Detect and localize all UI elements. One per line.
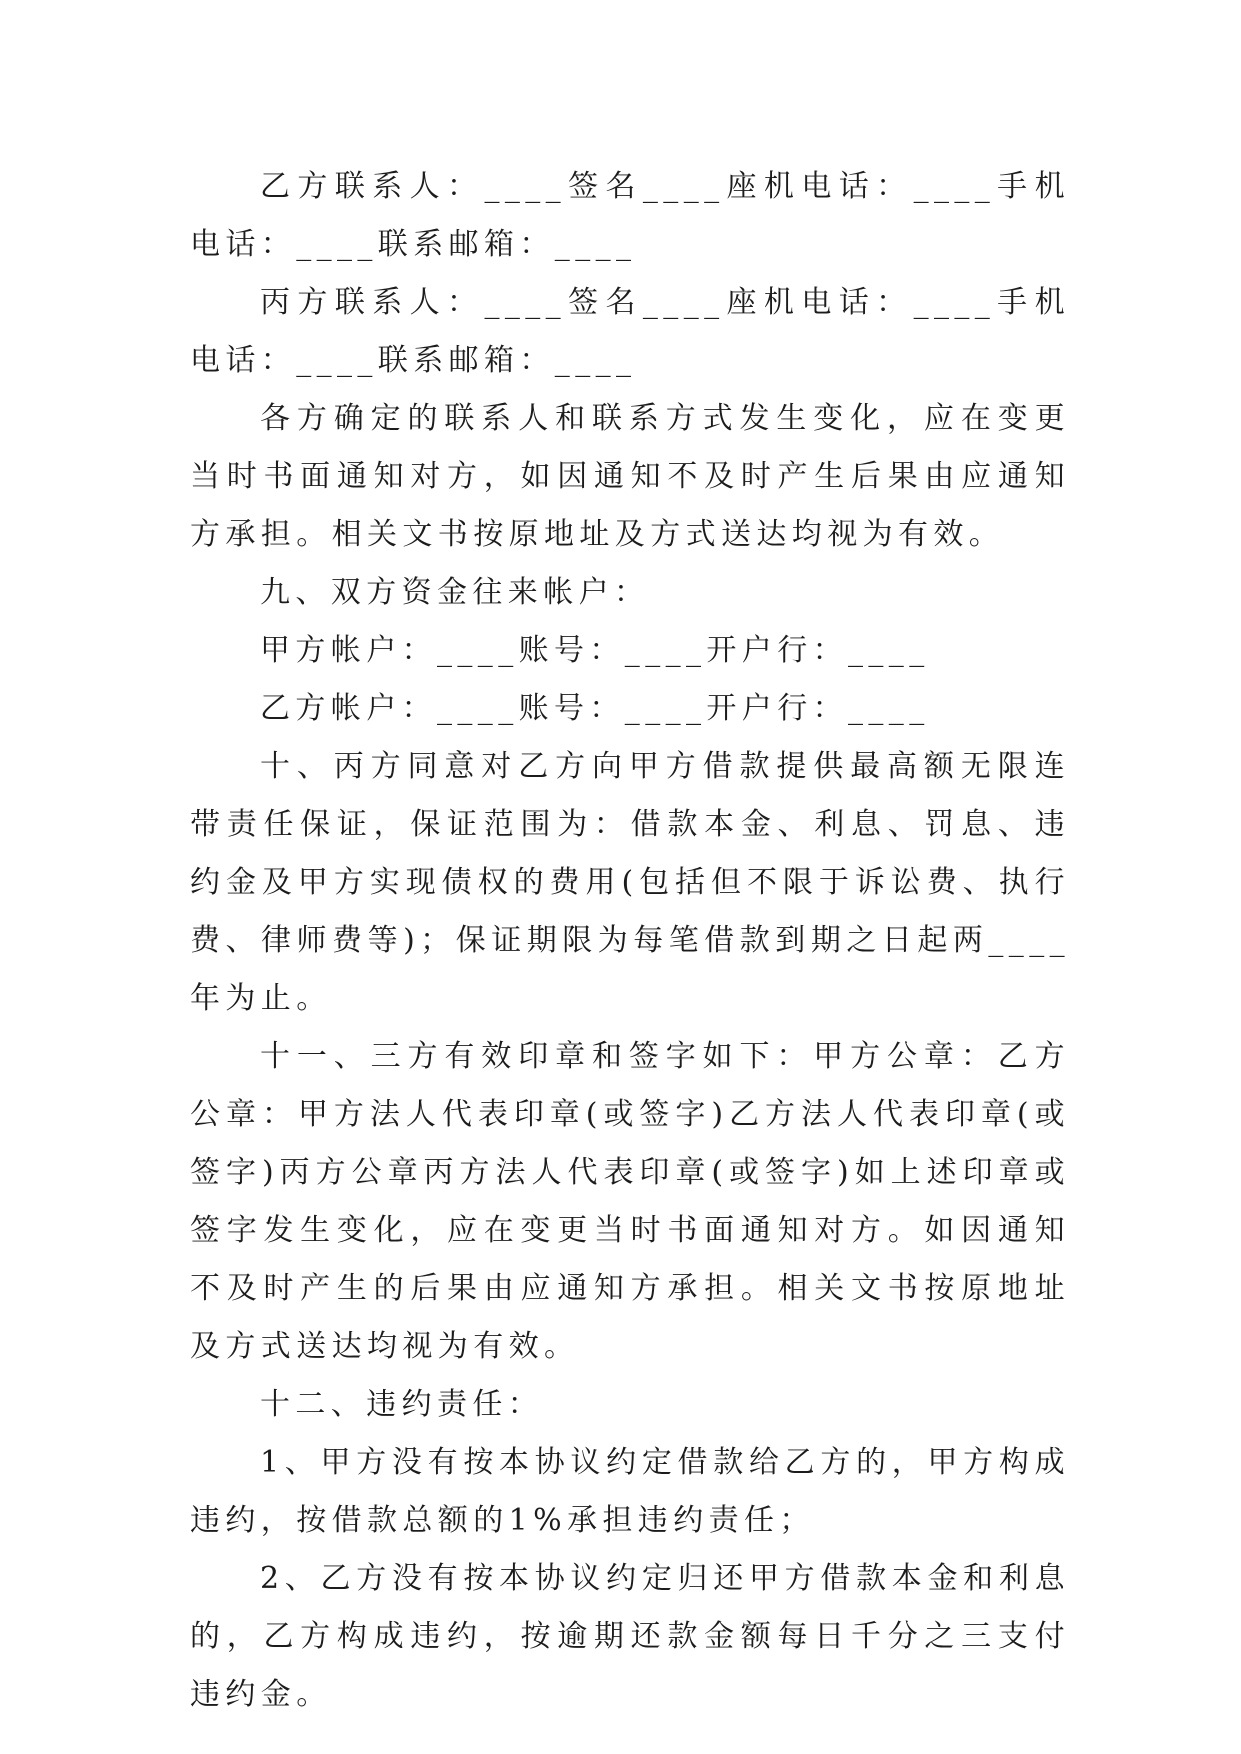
- contact-change-clause: 各方确定的联系人和联系方式发生变化，应在变更当时书面通知对方，如因通知不及时产生后果由应通知方承担。相关文书按原地址及方式送达均视为有效。: [190, 401, 1070, 552]
- section-11-seals: 十一、三方有效印章和签字如下：甲方公章：乙方公章：甲方法人代表印章(或签字)乙方法人代表印章(或签字)丙方公章丙方法人代表印章(或签字)如上述印章或签字发生变化，应在变更当时书面通知对方。如因通知不及时产生的后果由应通知方承担。相关文书按原地址及方式送达均视为有效。: [190, 1039, 1070, 1364]
- document-body: [190, 158, 1070, 1724]
- account-party-b: 乙方帐户：____账号：____开户行：____: [260, 691, 930, 726]
- breach-clause-2: 2、乙方没有按本协议约定归还甲方借款本金和利息的，乙方构成违约，按逾期还款金额每日千分之三支付违约金。: [190, 1561, 1070, 1712]
- section-9-heading: 九、双方资金往来帐户：: [260, 575, 650, 610]
- breach-clause-1: 1、甲方没有按本协议约定借款给乙方的，甲方构成违约，按借款总额的1%承担违约责任；: [190, 1445, 1070, 1538]
- section-10-guarantee: 十、丙方同意对乙方向甲方借款提供最高额无限连带责任保证，保证范围为：借款本金、利息、罚息、违约金及甲方实现债权的费用(包括但不限于诉讼费、执行费、律师费等)；保证期限为每笔借款到期之日起两____年为止。: [190, 749, 1070, 1016]
- contact-party-b: 乙方联系人：____签名____座机电话：____手机电话：____联系邮箱：____: [190, 169, 1070, 262]
- account-party-a: 甲方帐户：____账号：____开户行：____: [260, 633, 930, 668]
- section-12-heading: 十二、违约责任：: [260, 1387, 544, 1422]
- contact-party-c: 丙方联系人：____签名____座机电话：____手机电话：____联系邮箱：____: [190, 285, 1070, 378]
